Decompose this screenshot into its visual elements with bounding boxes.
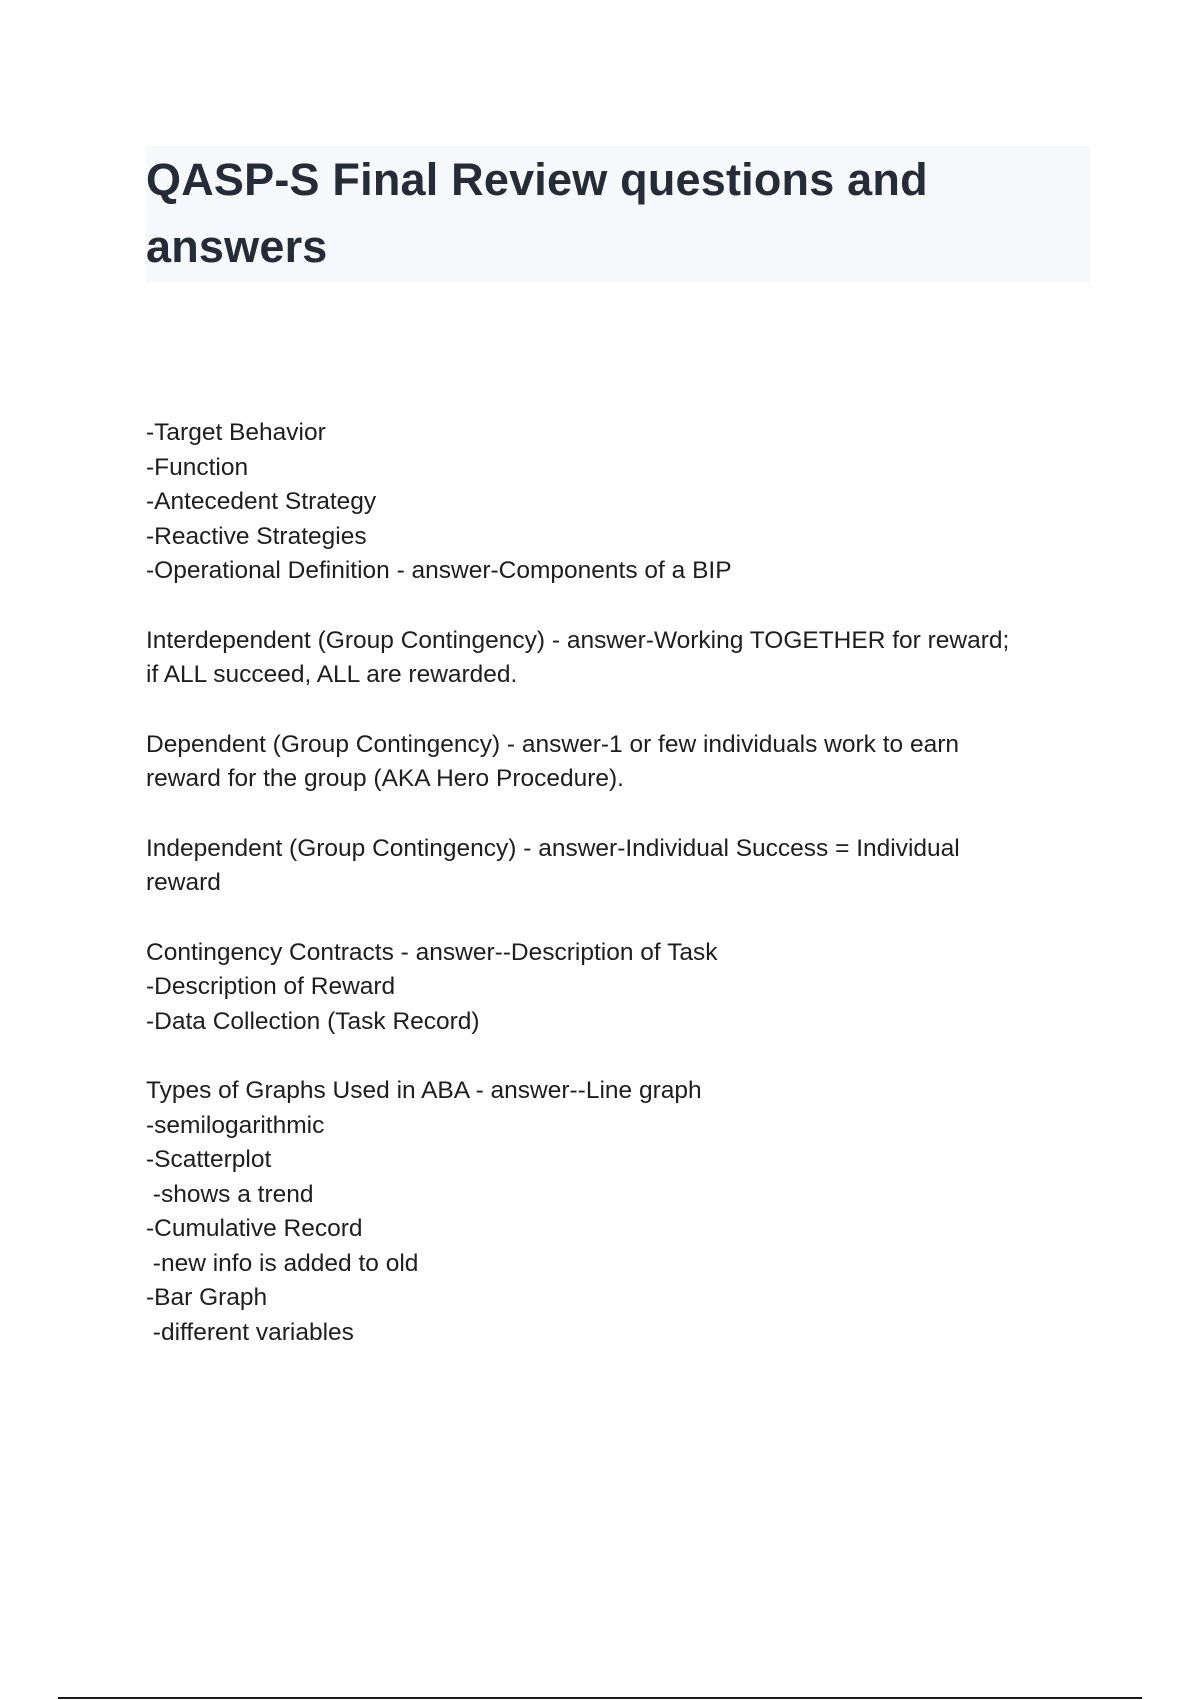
qa-line: -Cumulative Record [146, 1215, 363, 1242]
qa-line: -Description of Reward [146, 973, 396, 1000]
qa-line: -Antecedent Strategy [146, 488, 377, 515]
qa-entry-contingency-contracts [146, 936, 1086, 1040]
qa-line: Dependent (Group Contingency) - answer-1 or few individuals work to earn [146, 730, 959, 758]
qa-line: -Operational Definition - answer-Components of a BIP [146, 557, 732, 584]
qa-line: -Target Behavior [146, 419, 326, 446]
title-line-2: answers [146, 221, 328, 272]
qa-line: Types of Graphs Used in ABA - answer--Line graph [146, 1077, 702, 1104]
title-block [146, 146, 1090, 282]
qa-entry-interdependent [146, 624, 1086, 693]
qa-entry-dependent [146, 728, 1086, 797]
page-title [146, 146, 1090, 280]
qa-line: -shows a trend [146, 1180, 314, 1208]
qa-line: Independent (Group Contingency) - answer-Individual Success = Individual [146, 834, 960, 862]
qa-line: Contingency Contracts - answer--Description of Task [146, 938, 718, 966]
qa-line: -Data Collection (Task Record) [146, 1007, 480, 1035]
qa-entry-graph-types [146, 1074, 1086, 1350]
qa-line: -Function [146, 453, 249, 481]
qa-line: -different variables [146, 1318, 354, 1346]
qa-line: reward for the group (AKA Hero Procedure). [146, 765, 624, 792]
qa-line: reward [146, 869, 221, 896]
qa-line: if ALL succeed, ALL are rewarded. [146, 661, 518, 688]
qa-entry-bip-components [146, 416, 1086, 589]
title-line-1: QASP-S Final Review questions and [146, 154, 928, 205]
qa-line: -Bar Graph [146, 1284, 268, 1311]
footer-divider [58, 1697, 1142, 1699]
qa-line: -Scatterplot [146, 1146, 272, 1173]
qa-line: Interdependent (Group Contingency) - answer-Working TOGETHER for reward; [146, 626, 1010, 654]
qa-line: -Reactive Strategies [146, 522, 367, 550]
qa-content [146, 416, 1086, 1385]
qa-entry-independent [146, 832, 1086, 901]
qa-line: -semilogarithmic [146, 1111, 325, 1139]
qa-line: -new info is added to old [146, 1249, 419, 1277]
